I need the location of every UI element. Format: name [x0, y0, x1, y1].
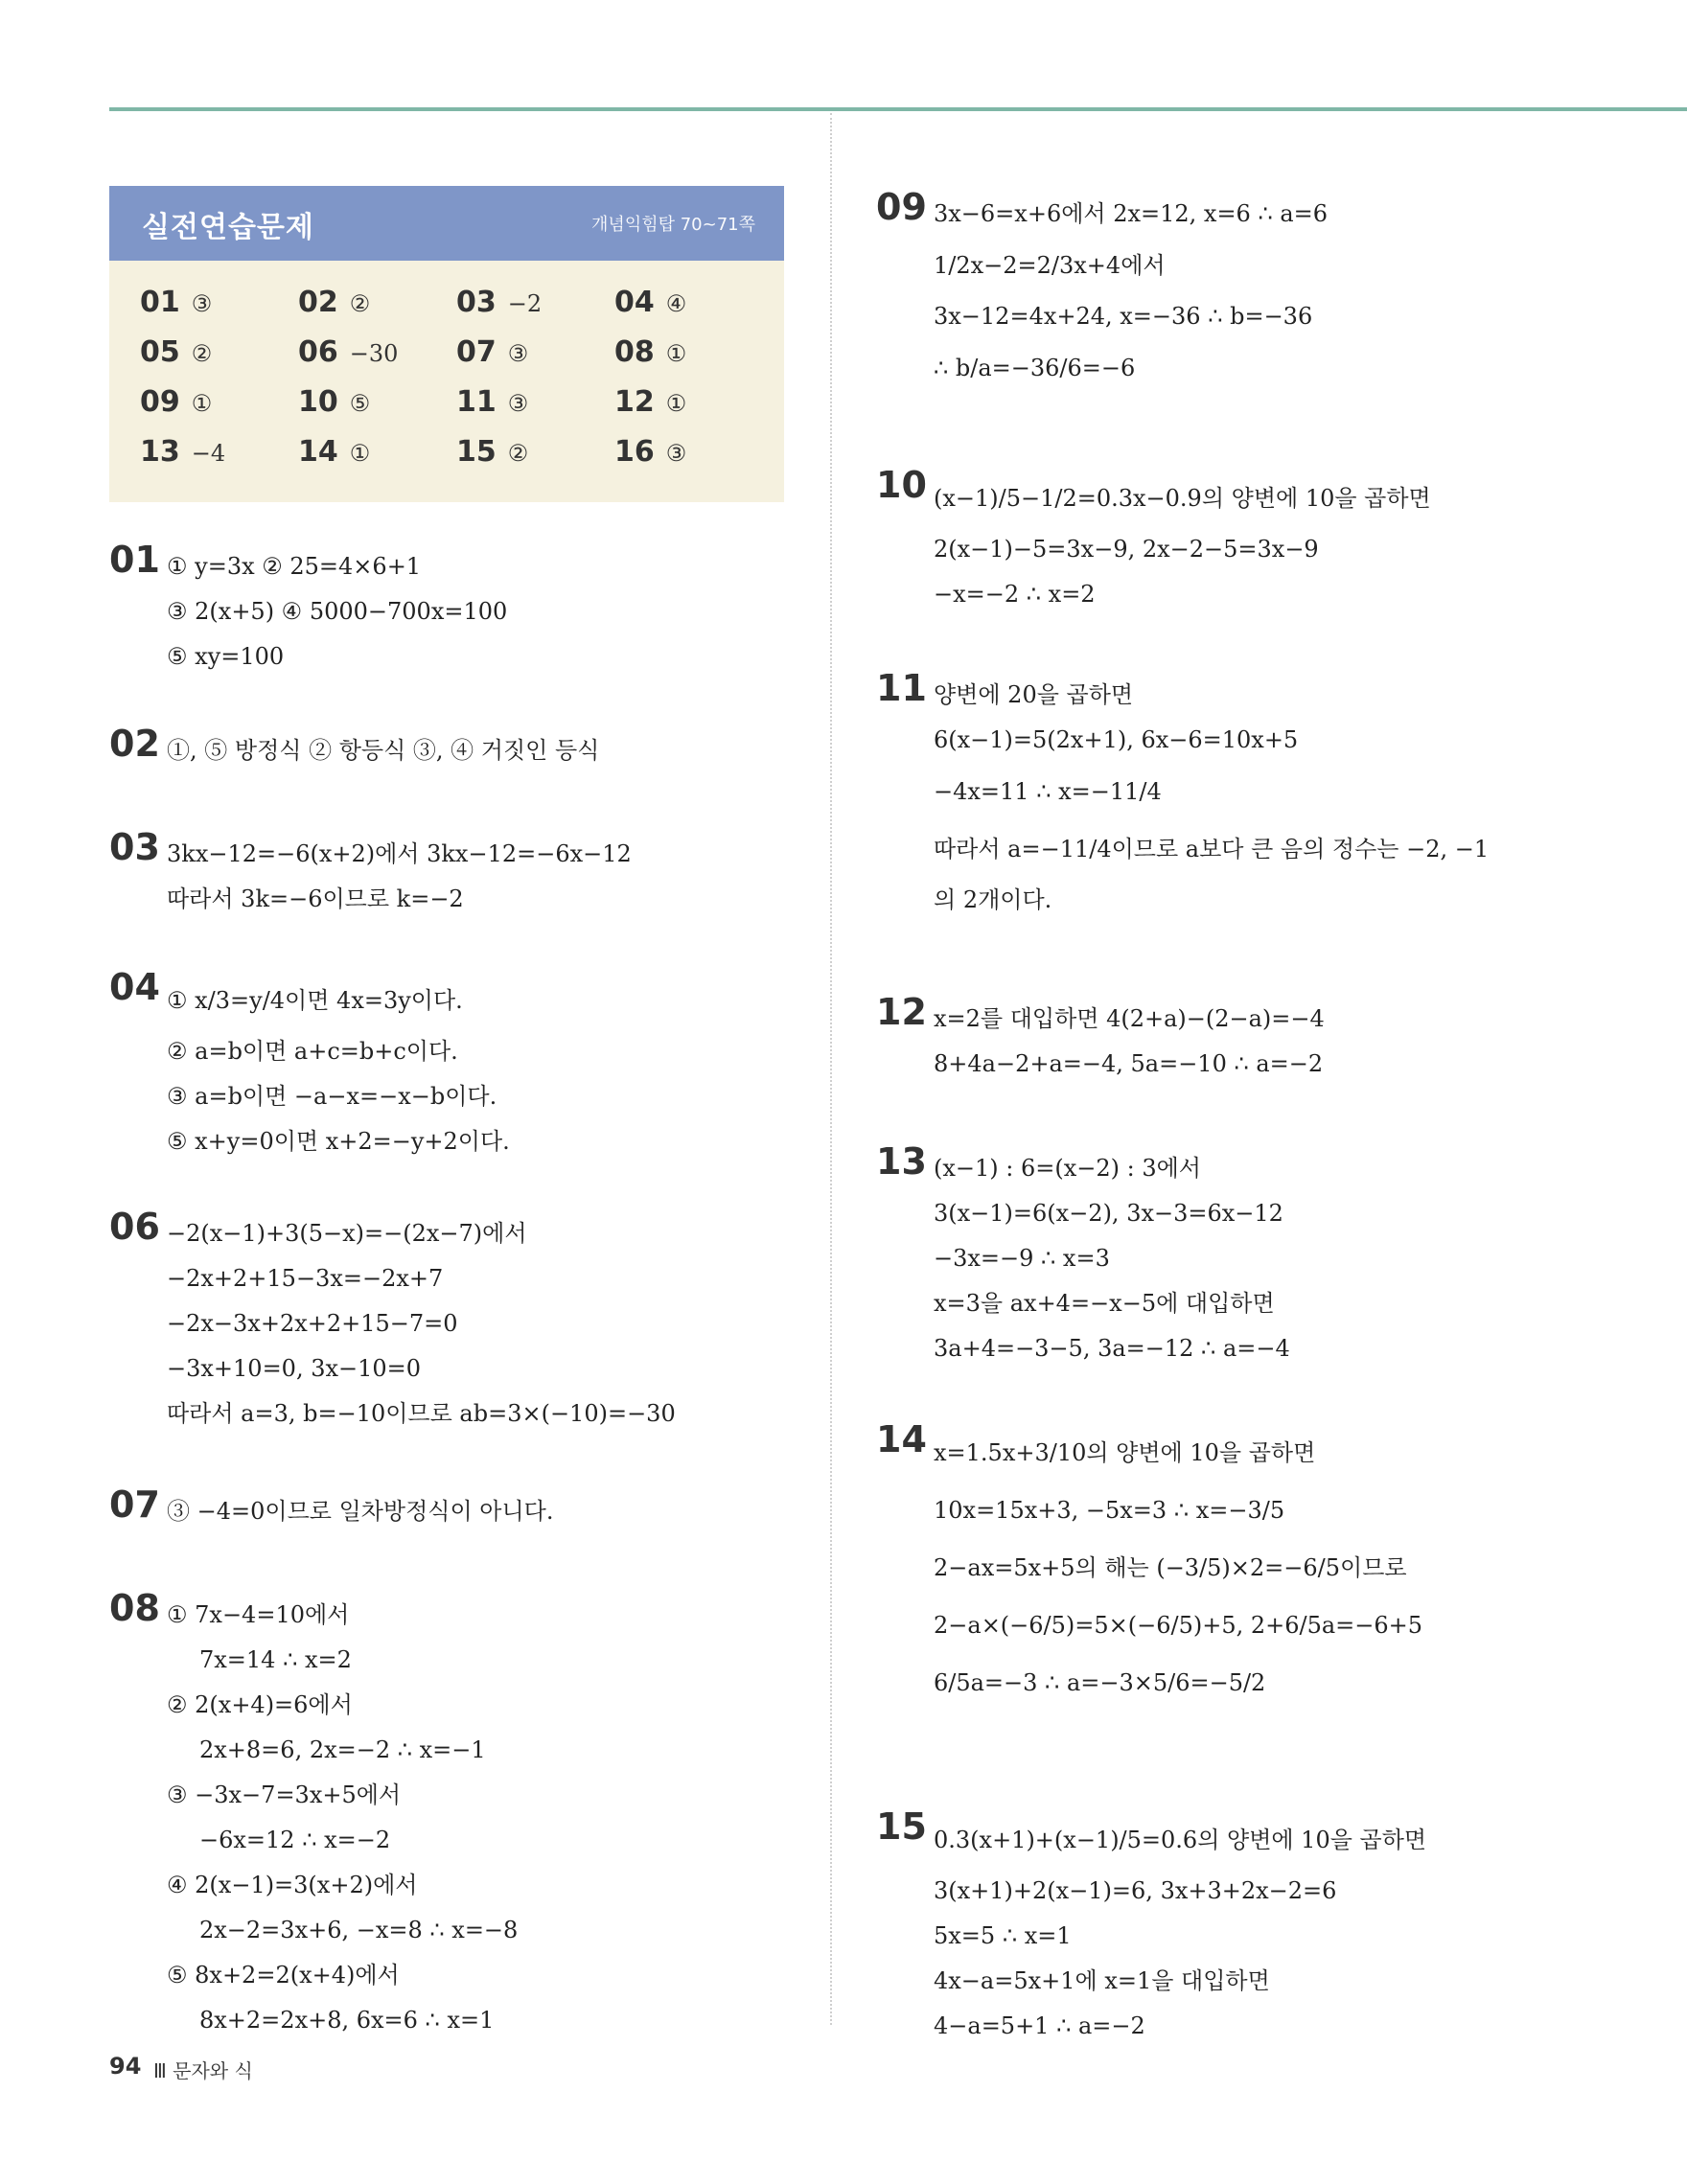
solution-line: 2x+8=6, 2x=−2 ∴ x=−1: [199, 1736, 486, 1763]
solution-line: 5x=5 ∴ x=1: [934, 1922, 1072, 1949]
solution-line: ③ −4=0이므로 일차방정식이 아니다.: [167, 1498, 554, 1525]
solution-line: −3x=−9 ∴ x=3: [934, 1245, 1110, 1272]
solution-line: x=1.5x+3/10의 양변에 10을 곱하면: [934, 1439, 1316, 1466]
solution-line: ③ −3x−7=3x+5에서: [167, 1782, 402, 1808]
solution-line: −2x+2+15−3x=−2x+7: [167, 1265, 444, 1292]
problem-lines: [167, 1593, 518, 2043]
solution-line: ∴ b/a=−36/6=−6: [934, 355, 1136, 381]
answer-value: ①: [665, 340, 687, 367]
answer-item: [614, 335, 773, 368]
answer-number: 01: [140, 286, 180, 319]
solution-line: 3x−6=x+6에서 2x=12, x=6 ∴ a=6: [934, 200, 1329, 227]
problem-lines: [934, 1424, 1422, 1712]
solution-line: ⑤ x+y=0이면 x+2=−y+2이다.: [167, 1128, 510, 1155]
answer-number: 09: [140, 385, 180, 419]
answer-number: 13: [140, 435, 180, 469]
solution-line: 4−a=5+1 ∴ a=−2: [934, 2012, 1145, 2039]
answer-value: ⑤: [349, 390, 371, 417]
solution-line: ⑤ xy=100: [167, 643, 285, 670]
solution-line: ① y=3x ② 25=4×6+1: [167, 553, 422, 580]
answer-summary-box: [109, 186, 784, 502]
problem-number: 07: [109, 1483, 160, 1526]
answer-item: [614, 286, 773, 318]
solution-line: ① 7x−4=10에서: [167, 1601, 350, 1628]
solution-line: 2−a×(−6/5)=5×(−6/5)+5, 2+6/5a=−6+5: [934, 1612, 1423, 1639]
solution-line: (x−1)/5−1/2=0.3x−0.9의 양변에 10을 곱하면: [934, 485, 1431, 512]
problem-lines: [167, 972, 510, 1164]
solution-line: x=2를 대입하면 4(2+a)−(2−a)=−4: [934, 1005, 1325, 1032]
solution-line: 8x+2=2x+8, 6x=6 ∴ x=1: [199, 2007, 495, 2034]
answer-value: ③: [507, 390, 529, 417]
solution-line: 1/2x−2=2/3x+4에서: [934, 252, 1166, 279]
answer-number: 05: [140, 335, 180, 369]
solution-line: ①, ⑤ 방정식 ② 항등식 ③, ④ 거짓인 등식: [167, 737, 600, 764]
top-rule: [109, 107, 1687, 111]
problem-lines: [167, 728, 599, 773]
solution-line: −4x=11 ∴ x=−11/4: [934, 778, 1162, 805]
solution-line: 8+4a−2+a=−4, 5a=−10 ∴ a=−2: [934, 1050, 1324, 1077]
solution-line: (x−1) : 6=(x−2) : 3에서: [934, 1155, 1201, 1182]
solution-line: 4x−a=5x+1에 x=1을 대입하면: [934, 1967, 1270, 1994]
answer-number: 10: [298, 385, 338, 419]
solution-line: 2(x−1)−5=3x−9, 2x−2−5=3x−9: [934, 536, 1319, 563]
solution-line: x=3을 ax+4=−x−5에 대입하면: [934, 1290, 1275, 1317]
solution-line: 0.3(x+1)+(x−1)/5=0.6의 양변에 10을 곱하면: [934, 1827, 1427, 1853]
problem-number: 13: [876, 1140, 927, 1183]
answer-number: 08: [614, 335, 655, 369]
answer-box-header: [109, 186, 784, 261]
solution-line: −3x+10=0, 3x−10=0: [167, 1355, 422, 1382]
solution-line: 2−ax=5x+5의 해는 (−3/5)×2=−6/5이므로: [934, 1554, 1407, 1581]
problem-number: 10: [876, 464, 927, 506]
answer-number: 16: [614, 435, 655, 469]
answer-item: [614, 385, 773, 418]
answer-number: 04: [614, 286, 655, 319]
answer-value: −30: [349, 340, 399, 367]
answer-number: 14: [298, 435, 338, 469]
problem-number: 02: [109, 723, 160, 765]
problem-lines: [167, 1211, 676, 1437]
solution-line: 10x=15x+3, −5x=3 ∴ x=−3/5: [934, 1497, 1285, 1524]
answer-grid: [140, 286, 773, 468]
answer-value: −2: [507, 290, 543, 317]
solution-line: ② 2(x+4)=6에서: [167, 1691, 353, 1718]
problem-lines: [934, 192, 1328, 397]
problem-number: 01: [109, 539, 160, 581]
solution-line: 6(x−1)=5(2x+1), 6x−6=10x+5: [934, 726, 1299, 753]
section-title: 실전연습문제: [142, 211, 314, 244]
problem-number: 04: [109, 966, 160, 1008]
answer-value: ③: [191, 290, 213, 317]
page-number: 94: [109, 2053, 142, 2080]
answer-number: 07: [456, 335, 497, 369]
solution-line: ② a=b이면 a+c=b+c이다.: [167, 1038, 458, 1065]
solution-line: 2x−2=3x+6, −x=8 ∴ x=−8: [199, 1917, 519, 1943]
solution-line: 양변에 20을 곱하면: [934, 681, 1134, 708]
answer-item: [456, 286, 614, 318]
answer-number: 12: [614, 385, 655, 419]
solution-line: 따라서 a=3, b=−10이므로 ab=3×(−10)=−30: [167, 1400, 676, 1427]
solution-line: ④ 2(x−1)=3(x+2)에서: [167, 1872, 418, 1898]
answer-value: −4: [191, 440, 226, 467]
solution-line: 3x−12=4x+24, x=−36 ∴ b=−36: [934, 303, 1313, 330]
answer-value: ①: [191, 390, 213, 417]
problem-lines: [934, 1146, 1290, 1371]
problem-lines: [934, 1811, 1426, 2049]
answer-item: [298, 335, 456, 368]
page-reference: 개념익힘탑 70~71쪽: [591, 215, 755, 235]
solution-line: ⑤ 8x+2=2(x+4)에서: [167, 1962, 400, 1989]
solution-line: 3(x−1)=6(x−2), 3x−3=6x−12: [934, 1200, 1283, 1227]
problem-number: 11: [876, 667, 927, 709]
answer-item: [298, 286, 456, 318]
answer-item: [140, 435, 298, 468]
solution-line: ③ a=b이면 −a−x=−x−b이다.: [167, 1083, 497, 1110]
answer-value: ②: [507, 440, 529, 467]
answer-value: ③: [665, 440, 687, 467]
answer-item: [140, 286, 298, 318]
problem-number: 14: [876, 1418, 927, 1460]
answer-value: ②: [191, 340, 213, 367]
solution-line: −x=−2 ∴ x=2: [934, 581, 1096, 608]
answer-item: [614, 435, 773, 468]
solution-line: 따라서 a=−11/4이므로 a보다 큰 음의 정수는 −2, −1: [934, 836, 1490, 862]
problem-lines: [167, 544, 507, 679]
problem-number: 03: [109, 826, 160, 868]
answer-item: [456, 435, 614, 468]
answer-number: 02: [298, 286, 338, 319]
problem-number: 12: [876, 991, 927, 1033]
problem-lines: [167, 1489, 553, 1534]
answer-number: 15: [456, 435, 497, 469]
answer-value: ②: [349, 290, 371, 317]
problem-number: 09: [876, 186, 927, 228]
answer-number: 03: [456, 286, 497, 319]
answer-item: [456, 335, 614, 368]
chapter-label: Ⅲ 문자와 식: [153, 2059, 253, 2082]
answer-item: [140, 335, 298, 368]
answer-number: 11: [456, 385, 497, 419]
answer-item: [298, 385, 456, 418]
solution-line: 의 2개이다.: [934, 886, 1052, 913]
solution-line: 3kx−12=−6(x+2)에서 3kx−12=−6x−12: [167, 840, 632, 867]
solution-line: 3a+4=−3−5, 3a=−12 ∴ a=−4: [934, 1335, 1290, 1362]
solution-line: ③ 2(x+5) ④ 5000−700x=100: [167, 598, 508, 625]
problem-lines: [934, 673, 1489, 923]
problem-lines: [167, 832, 632, 922]
answer-value: ①: [665, 390, 687, 417]
problem-number: 06: [109, 1206, 160, 1248]
answer-item: [298, 435, 456, 468]
problem-lines: [934, 997, 1325, 1087]
solution-line: 3(x+1)+2(x−1)=6, 3x+3+2x−2=6: [934, 1877, 1337, 1904]
answer-value: ③: [507, 340, 529, 367]
column-divider: [830, 113, 832, 2025]
answer-value: ①: [349, 440, 371, 467]
solution-line: 7x=14 ∴ x=2: [199, 1646, 352, 1673]
answer-item: [140, 385, 298, 418]
answer-item: [456, 385, 614, 418]
solution-line: −2(x−1)+3(5−x)=−(2x−7)에서: [167, 1220, 527, 1247]
answer-value: ④: [665, 290, 687, 317]
problem-lines: [934, 470, 1431, 617]
answer-number: 06: [298, 335, 338, 369]
solution-line: ① x/3=y/4이면 4x=3y이다.: [167, 987, 463, 1014]
solution-line: −2x−3x+2x+2+15−7=0: [167, 1310, 458, 1337]
problem-number: 08: [109, 1587, 160, 1629]
solution-line: −6x=12 ∴ x=−2: [199, 1827, 391, 1853]
solution-line: 6/5a=−3 ∴ a=−3×5/6=−5/2: [934, 1669, 1266, 1696]
solution-line: 따라서 3k=−6이므로 k=−2: [167, 885, 464, 912]
problem-number: 15: [876, 1805, 927, 1848]
